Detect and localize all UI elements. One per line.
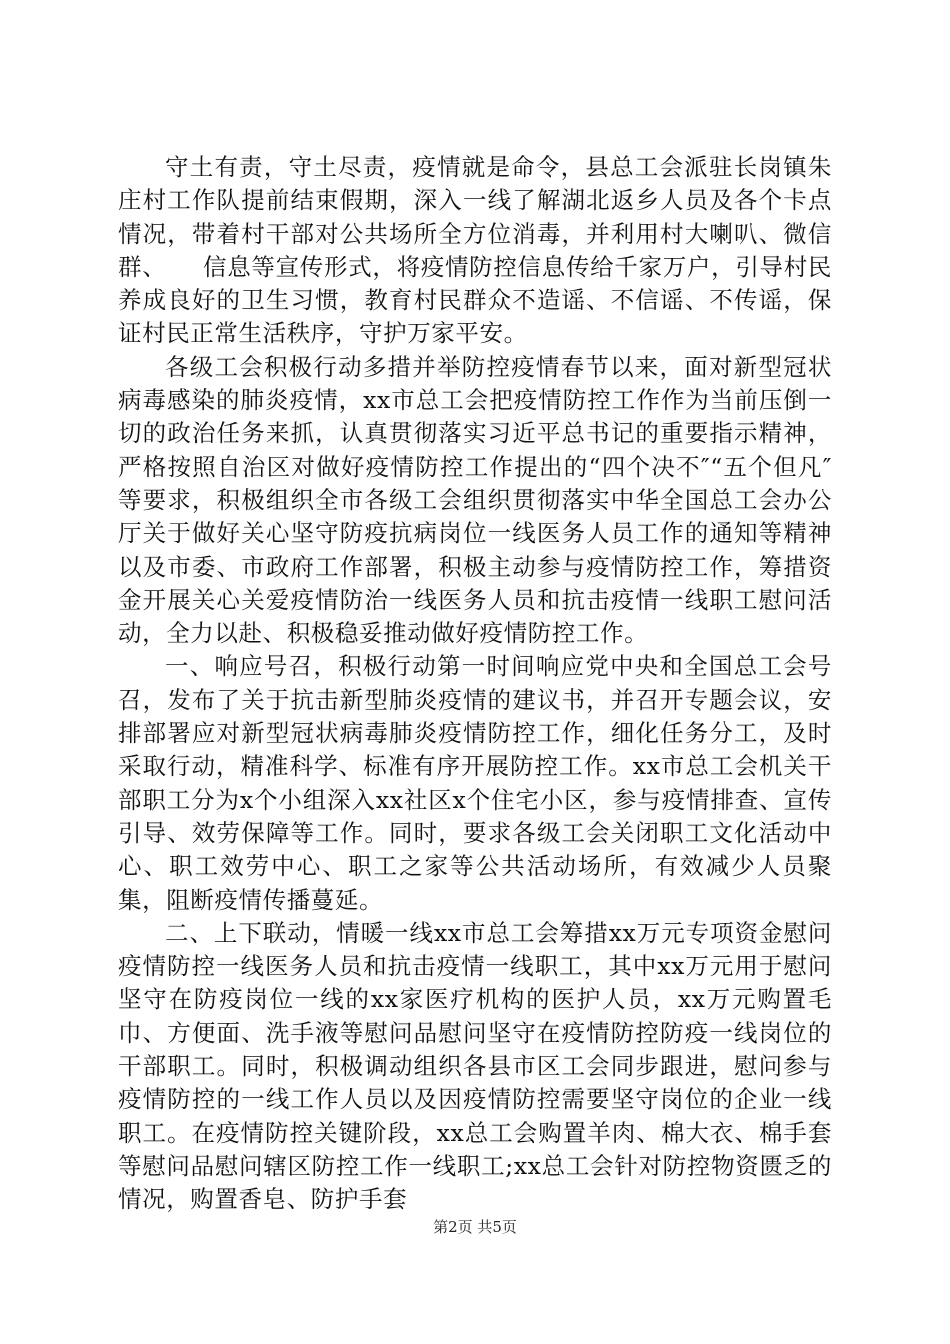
paragraph-3: 一、响应号召，积极行动第一时间响应党中央和全国总工会号召，发布了关于抗击新型肺炎疫情的建议书，并召开专题会议，安排部署应对新型冠状病毒肺炎疫情防控工作，细化任务分工，及时采取行动，精准科学、标准有序开展防控工作。xx市总工会机关干部职工分为x个小组深入xx社区x个住宅小区，参与疫情排查、宣传引导、效劳保障等工作。同时，要求各级工会关闭职工文化活动中心、职工效劳中心、职工之家等公共活动场所，有效减少人员聚集，阻断疫情传播蔓延。 bbox=[118, 652, 832, 914]
document-body bbox=[118, 151, 832, 1217]
page-number-footer: 第2页 共5页 bbox=[433, 1218, 517, 1236]
paragraph-2: 各级工会积极行动多措并举防控疫情春节以来，面对新型冠状病毒感染的肺炎疫情，xx市总工会把疫情防控工作作为当前压倒一切的政治任务来抓，认真贯彻落实习近平总书记的重要指示精神，严格按照自治区对做好疫情防控工作提出的“四个决不″“五个但凡″等要求，积极组织全市各级工会组织贯彻落实中华全国总工会办公厅关于做好关心坚守防疫抗病岗位一线医务人员工作的通知等精神以及市委、市政府工作部署，积极主动参与疫情防控工作，筹措资金开展关心关爱疫情防治一线医务人员和抗击疫情一线职工慰问活动，全力以赴、积极稳妥推动做好疫情防控工作。 bbox=[118, 352, 832, 648]
paragraph-1: 守土有责，守土尽责，疫情就是命令，县总工会派驻长岗镇朱庄村工作队提前结束假期，深入一线了解湖北返乡人员及各个卡点情况，带着村干部对公共场所全方位消毒，并利用村大喇叭、微信群、 信息等宣传形式，将疫情防控信息传给千家万户，引导村民养成良好的卫生习惯，教育村民群众不造谣、不信谣、不传谣，保证村民正常生活秩序，守护万家平安。 bbox=[118, 153, 832, 348]
paragraph-4: 二、上下联动，情暖一线xx市总工会筹措xx万元专项资金慰问疫情防控一线医务人员和抗击疫情一线职工，其中xx万元用于慰问坚守在防疫岗位一线的xx家医疗机构的医护人员，xx万元购置毛巾、方便面、洗手液等慰问品慰问坚守在疫情防控防疫一线岗位的干部职工。同时，积极调动组织各县市区工会同步跟进，慰问参与疫情防控的一线工作人员以及因疫情防控需要坚守岗位的企业一线职工。在疫情防控关键阶段，xx总工会购置羊肉、棉大衣、棉手套等慰问品慰问辖区防控工作一线职工;xx总工会针对防控物资匮乏的情况，购置香皂、防护手套 bbox=[118, 918, 832, 1214]
